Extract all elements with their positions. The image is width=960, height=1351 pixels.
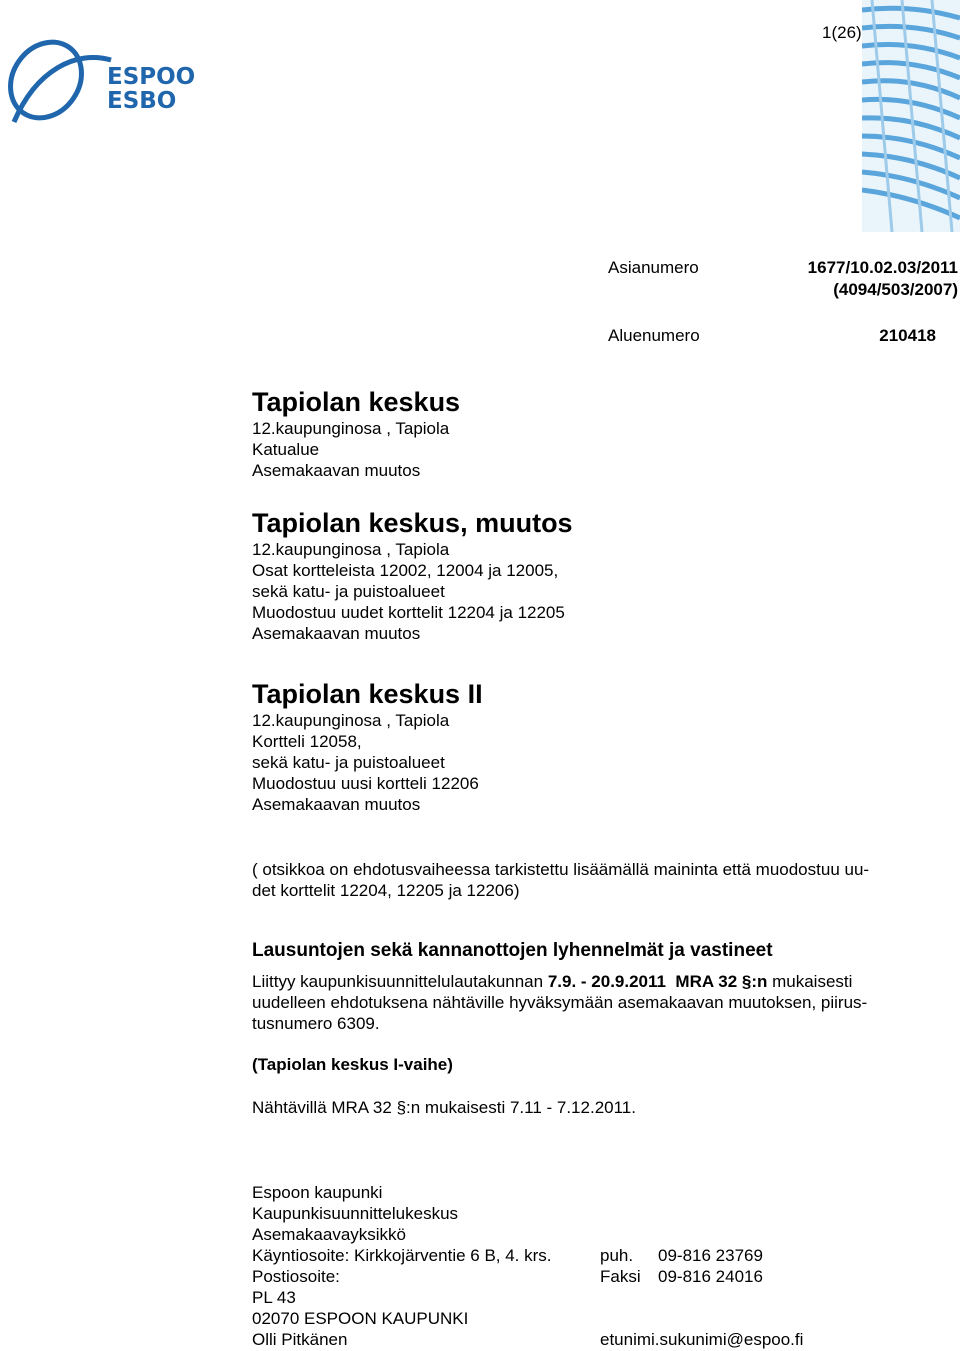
section-title: Tapiolan keskus, muutos [252,508,573,538]
contact-visit-address: Käyntiosoite: Kirkkojärventie 6 B, 4. krs. [252,1246,552,1265]
logo-text-esbo: ESBO [107,88,177,114]
section-line: Katualue [252,440,320,459]
section-line: Kortteli 12058, [252,732,362,751]
section-tapiolan-keskus [252,386,460,481]
section-line: Muodostuu uusi kortteli 12206 [252,774,479,793]
section-title: Tapiolan keskus II [252,679,483,709]
paragraph-line-1 [252,971,912,992]
phase-label: (Tapiolan keskus I-vaihe) [252,1055,453,1074]
law-reference: MRA 32 [665,972,742,991]
section-line: Muodostuu uudet korttelit 12204 ja 12205 [252,603,565,622]
contact-fax: 09-816 24016 [658,1267,763,1286]
section-title: Tapiolan keskus [252,387,461,417]
section-sign: §:n [741,972,768,991]
contact-postal-label: Postiosoite: [252,1267,340,1286]
note-line: ( otsikkoa on ehdotusvaiheessa tarkistettu lisäämällä maininta että muodostuu uu- [252,860,870,879]
text-span: mukaisesti [767,972,853,991]
title-note [252,859,912,901]
section-line: Asemakaavan muutos [252,795,421,814]
decorative-stripes-graphic [862,0,960,232]
section-line: Asemakaavan muutos [252,461,421,480]
display-period: Nähtävillä MRA 32 §:n mukaisesti 7.11 - 7.12.2011. [252,1098,636,1117]
case-number-value: 1677/10.02.03/2011 [807,258,958,277]
section-line: 12.kaupunginosa , Tapiola [252,711,450,730]
contact-name: Olli Pitkänen [252,1330,348,1349]
contact-unit: Asemakaavayksikkö [252,1225,407,1244]
contact-fax-label: Faksi [600,1267,641,1286]
text-span: Liittyy kaupunkisuunnittelulautakunnan [252,972,548,991]
contact-email[interactable]: etunimi.sukunimi@espoo.fi [600,1330,804,1349]
espoo-esbo-logo [6,30,196,130]
case-number-secondary: (4094/503/2007) [833,280,958,299]
contact-city: 02070 ESPOON KAUPUNKI [252,1309,469,1328]
section-line: 12.kaupunginosa , Tapiola [252,540,450,559]
contact-block [252,1182,832,1350]
section-line: sekä katu- ja puistoalueet [252,582,445,601]
contact-po-box: PL 43 [252,1288,296,1307]
section-line: Osat kortteleista 12002, 12004 ja 12005, [252,561,559,580]
area-number-label: Aluenumero [608,326,700,345]
logo-text-espoo: ESPOO [107,64,196,90]
case-number-label: Asianumero [608,258,699,277]
page-number: 1(26) [822,23,862,42]
section-tapiolan-keskus-muutos [252,507,573,644]
statements-heading: Lausuntojen sekä kannanottojen lyhennelmät ja vastineet [252,940,773,961]
section-line: Asemakaavan muutos [252,624,421,643]
contact-dept: Kaupunkisuunnittelukeskus [252,1204,459,1223]
section-tapiolan-keskus-ii [252,678,483,815]
contact-phone-label: puh. [600,1246,634,1265]
paragraph-line-2: uudelleen ehdotuksena nähtäville hyväksymään asemakaavan muutoksen, piirus- [252,993,868,1012]
date-range: 7.9. - 20.9.2011 [547,972,666,991]
contact-org: Espoon kaupunki [252,1183,383,1202]
statements-paragraph [252,971,912,1034]
section-line: sekä katu- ja puistoalueet [252,753,445,772]
note-line: det korttelit 12204, 12205 ja 12206) [252,881,520,900]
contact-phone: 09-816 23769 [658,1246,763,1265]
section-line: 12.kaupunginosa , Tapiola [252,419,450,438]
paragraph-line-3: tusnumero 6309. [252,1014,380,1033]
area-number-value: 210418 [879,326,936,345]
